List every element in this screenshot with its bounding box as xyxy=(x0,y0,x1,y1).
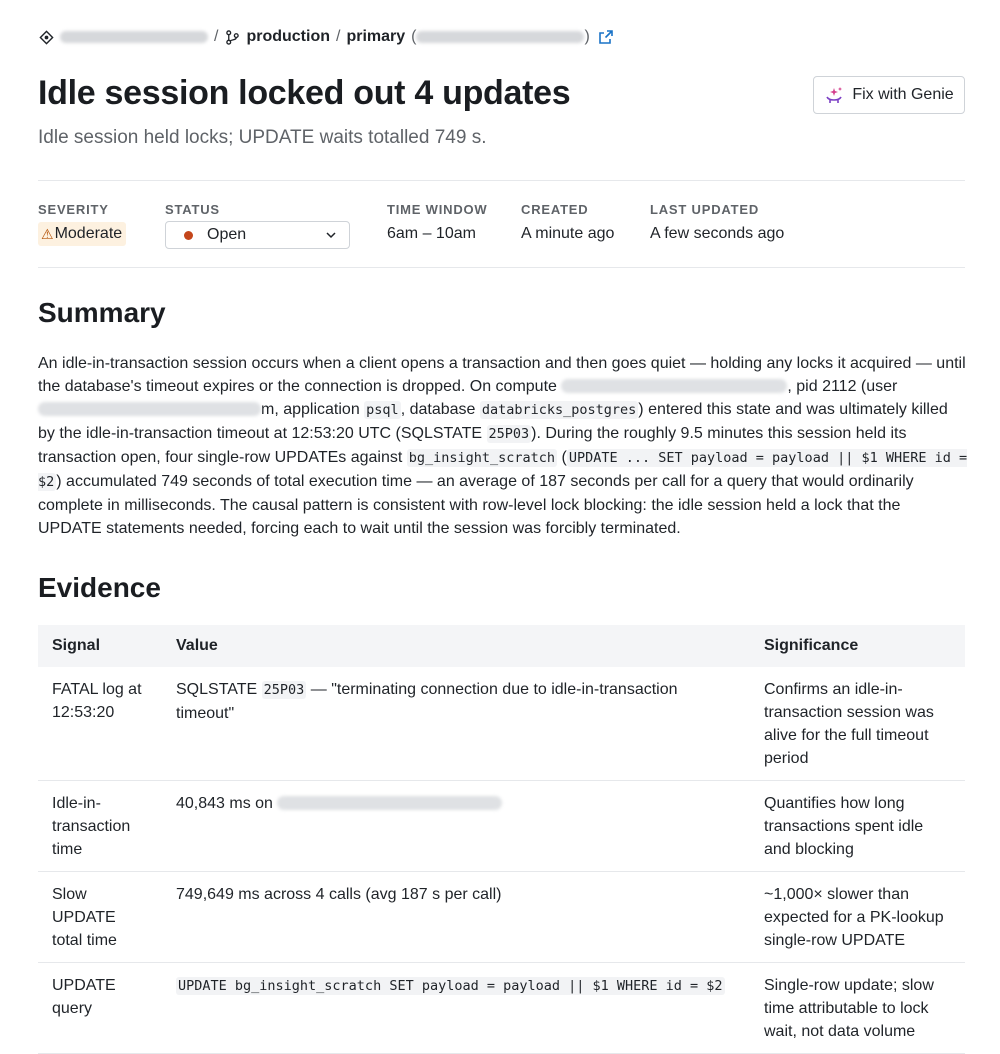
project-icon xyxy=(38,29,54,45)
table-row xyxy=(38,667,965,781)
signal-cell: FATAL log at 12:53:20 xyxy=(38,667,162,781)
value-cell xyxy=(162,963,750,1054)
code-sqlstate: 25P03 xyxy=(488,426,530,442)
fix-with-genie-label: Fix with Genie xyxy=(852,86,954,103)
signal-cell: Idle-in-transaction time xyxy=(38,781,162,872)
code-table: bg_insight_scratch xyxy=(408,450,556,466)
branch-icon xyxy=(224,29,240,45)
endpoint-id-obscured xyxy=(416,31,584,43)
code-sqlstate: 25P03 xyxy=(263,682,305,698)
summary-text: , pid 2112 (user xyxy=(787,378,898,395)
value-text: 40,843 ms on xyxy=(176,795,278,812)
table-row xyxy=(38,872,965,963)
page-subtitle: Idle session held locks; UPDATE waits totalled 749 s. xyxy=(38,127,487,148)
breadcrumb xyxy=(38,26,614,48)
evidence-heading: Evidence xyxy=(38,572,161,603)
summary-text: ). During the roughly 9.5 minutes this session held its transaction open, four single-row UPDATEs against xyxy=(38,425,907,466)
last-updated-label: LAST UPDATED xyxy=(650,202,760,217)
code-query: UPDATE ... SET payload = payload || $1 WHERE id = $2 xyxy=(38,450,968,490)
breadcrumb-separator: / xyxy=(214,28,219,45)
summary-paragraph xyxy=(38,352,968,540)
created-label: CREATED xyxy=(521,202,589,217)
signal-cell: Slow UPDATE total time xyxy=(38,872,162,963)
value-text: — "terminating connection due to idle-in-transaction timeout" xyxy=(176,681,678,722)
evidence-table xyxy=(38,625,965,1054)
genie-icon xyxy=(824,85,844,105)
column-header: Signal xyxy=(38,625,162,667)
status-dropdown[interactable] xyxy=(165,221,350,249)
meta-divider xyxy=(38,267,965,268)
value-text: SQLSTATE xyxy=(176,681,262,698)
significance-cell: Quantifies how long transactions spent idle and blocking xyxy=(750,781,965,872)
summary-text: ) accumulated 749 seconds of total execution time — an average of 187 seconds per call for a query that would ordinarily complete in milliseconds. The causal pattern is consistent with row-level lock blocking: the idle session held a lock that the UPDATE statements needed, forcing each to wait until the session was forcibly terminated. xyxy=(38,473,914,537)
endpoint-name[interactable]: primary xyxy=(346,28,406,45)
severity-value: Moderate xyxy=(54,225,123,242)
significance-cell: Single-row update; slow time attributable to lock wait, not data volume xyxy=(750,963,965,1054)
value-cell: 749,649 ms across 4 calls (avg 187 s per call) xyxy=(162,872,750,963)
chevron-down-icon xyxy=(325,229,337,241)
severity-badge xyxy=(38,222,126,246)
summary-text: m, application xyxy=(261,401,365,418)
paren-close: ) xyxy=(584,28,590,45)
compute-name-obscured xyxy=(277,796,502,810)
table-row xyxy=(38,781,965,872)
column-header: Significance xyxy=(750,625,965,667)
summary-text: , database xyxy=(400,401,480,418)
severity-label: SEVERITY xyxy=(38,202,109,217)
external-link-icon[interactable] xyxy=(598,29,614,45)
column-header: Value xyxy=(162,625,750,667)
code-query: UPDATE bg_insight_scratch SET payload = payload || $1 WHERE id = $2 xyxy=(178,978,723,994)
project-name-obscured[interactable] xyxy=(60,31,208,43)
summary-heading: Summary xyxy=(38,297,166,328)
status-value: Open xyxy=(207,226,247,243)
significance-cell: Confirms an idle-in-transaction session was alive for the full timeout period xyxy=(750,667,965,781)
summary-text: ( xyxy=(557,449,567,466)
page-title: Idle session locked out 4 updates xyxy=(38,74,571,112)
code-database: databricks_postgres xyxy=(481,402,637,418)
code-application: psql xyxy=(366,402,399,418)
header-divider xyxy=(38,180,965,181)
last-updated-value: A few seconds ago xyxy=(650,225,785,242)
summary-text: ) entered this state and was ultimately killed by the idle-in-transaction timeout at 12:53:20 UTC (SQLSTATE xyxy=(38,401,948,442)
status-label: STATUS xyxy=(165,202,220,217)
compute-name-obscured xyxy=(561,379,787,393)
branch-name[interactable]: production xyxy=(246,28,330,45)
user-email-obscured xyxy=(38,402,261,416)
value-cell xyxy=(162,667,750,781)
time-window-value: 6am – 10am xyxy=(387,225,476,242)
signal-cell: UPDATE query xyxy=(38,963,162,1054)
created-value: A minute ago xyxy=(521,225,615,242)
fix-with-genie-button[interactable] xyxy=(813,76,965,114)
table-row xyxy=(38,963,965,1054)
status-dot xyxy=(184,231,193,240)
table-header-row xyxy=(38,625,965,667)
warning-icon: ⚠ xyxy=(41,225,54,242)
breadcrumb-slash: / xyxy=(336,28,341,45)
summary-text: An idle-in-transaction session occurs when a client opens a transaction and then goes quiet — holding any locks it acquired — until the database's timeout expires or the connection is dropped. On compute xyxy=(38,355,966,395)
paren-open: ( xyxy=(411,28,417,45)
significance-cell: ~1,000× slower than expected for a PK-lookup single-row UPDATE xyxy=(750,872,965,963)
time-window-label: TIME WINDOW xyxy=(387,202,488,217)
value-cell xyxy=(162,781,750,872)
